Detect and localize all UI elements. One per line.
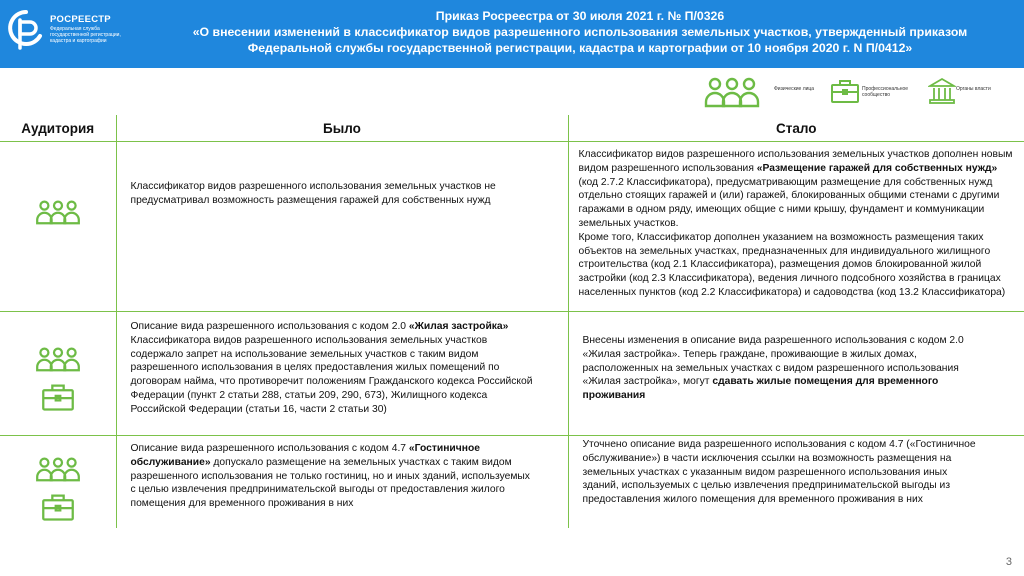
audience-cell (0, 312, 116, 436)
table-header-row (0, 115, 1024, 142)
title-line-3: Федеральной службы государственной регистрации, кадастра и картографии от 10 ноября 2020 г. N П/0412» (247, 41, 913, 55)
audience-cell (0, 436, 116, 528)
briefcase-icon (41, 492, 75, 522)
was-text: допускало размещение на земельных участках с таким видом разрешенного использования не только гостиниц, но и иных зданий, используемых с целью извлечения предпринимательской выгоды от предоставления жилого помещения для временного проживания в них (130, 456, 530, 510)
became-text: (код 2.7.2 Классификатора), предусматривающим размещение для собственных нужд отдельно стоящих гаражей и (или) гаражей, блокированных общими стенами с другими гаражами в одном ряду, имеющих общие с ними крышу, фундамент и коммуникации земельных участков. (578, 176, 1000, 229)
logo-name: РОСРЕЕСТР (50, 14, 111, 25)
audience-cell (0, 142, 116, 312)
became-cell (568, 142, 1024, 312)
became-highlight: сдавать жилые помещения для временного проживания (582, 376, 939, 402)
became-cell (568, 312, 1024, 436)
legend-individuals (700, 72, 820, 114)
government-building-icon (928, 76, 956, 106)
legend-individuals-label: Физические лица (774, 86, 815, 92)
briefcase-icon (830, 78, 860, 104)
table-row (0, 312, 1024, 436)
legend-authorities-label: Органы власти (956, 86, 991, 92)
people-group-icon (34, 197, 82, 227)
was-text-block (117, 312, 568, 417)
rosreestr-logo-icon (6, 8, 46, 52)
was-text: Описание вида разрешенного использования с кодом 2.0 (130, 321, 409, 332)
became-text-block (569, 312, 1024, 403)
header-audience: Аудитория (0, 115, 116, 142)
header-was: Было (116, 115, 568, 142)
briefcase-icon (41, 382, 75, 412)
became-highlight: «Размещение гаражей для собственных нужд» (756, 162, 998, 174)
legend-authorities (926, 72, 1016, 114)
legend-business-label: Профессиональное сообщество (862, 86, 909, 98)
became-text: Внесены изменения в описание вида разрешенного использования с кодом 2.0 «Жилая застройка». Теперь граждане, проживающие в жилых домах, расположенных на земельных участках с видом разрешенного использования «Жилая застройка», могут (582, 335, 964, 388)
logo[interactable] (6, 6, 136, 54)
people-group-icon (34, 454, 82, 484)
people-group-icon (702, 74, 762, 110)
page-number: 3 (1005, 556, 1012, 568)
became-paragraph-1 (579, 148, 1019, 231)
header-banner (0, 0, 1024, 68)
was-cell (116, 312, 568, 436)
was-highlight: «Жилая застройка» (408, 321, 509, 332)
was-text: Классификатор видов разрешенного использования земельных участков не предусматривал возможность размещения гаражей для собственных нужд (130, 181, 496, 206)
people-group-icon (34, 344, 82, 374)
became-paragraph-2: Кроме того, Классификатор дополнен указанием на возможность размещения таких объектов на земельных участках, предназначенных для индивидуального жилищного строительства (код 2.1 Классификатора), размещения домов блокированной жилой застройки (код 2.3 Классификатора), ведения личного подсобного хозяйства в границах населенных пунктов (код 2.2 Классификатора) и садоводства (код 13.2 Классификатора) (578, 231, 1006, 298)
was-cell (116, 436, 568, 528)
title-line-2: «О внесении изменений в классификатор видов разрешенного использования земельных участков, утвержденный приказом (192, 25, 968, 39)
was-cell (116, 142, 568, 312)
became-text: Классификатор видов разрешенного использования земельных участков дополнен новым видом разрешенного использования (578, 149, 1013, 174)
was-text-block (117, 436, 568, 511)
became-text: Уточнено описание вида разрешенного использования с кодом 4.7 («Гостиничное обслуживание») в части исключения ссылки на возможность размещения на земельных участках с указанным видом разрешенного использования иных зданий, используемых с целью извлечения предпринимательской выгоды из предоставления жилого помещения для временного проживания в них (582, 439, 976, 506)
legend-business (828, 72, 928, 114)
was-text: Классификатора видов разрешенного использования земельных участков содержало запрет на использование земельных участков с таким видом разрешенного использования в целях предоставления жилых помещений по договорам найма, что противоречит положениям Гражданского кодекса Российской Федерации (пункт 2 статьи 288, статьи 209, 290, 673), Жилищного кодекса Российской Федерации (статьи 16, части 2 статьи 30) (130, 334, 533, 415)
header-became: Стало (568, 115, 1024, 142)
logo-subtitle: Федеральная служба государственной регистрации, кадастра и картографии (50, 26, 121, 44)
page-title (150, 8, 1010, 56)
title-line-1: Приказ Росреестра от 30 июля 2021 г. № П/0326 (435, 9, 725, 23)
was-highlight: «Гостиничное обслуживание» (130, 443, 480, 468)
was-text: Описание вида разрешенного использования с кодом 4.7 (130, 443, 409, 454)
table-row (0, 436, 1024, 528)
comparison-table (0, 115, 1024, 528)
became-cell (568, 436, 1024, 528)
table-row (0, 142, 1024, 312)
